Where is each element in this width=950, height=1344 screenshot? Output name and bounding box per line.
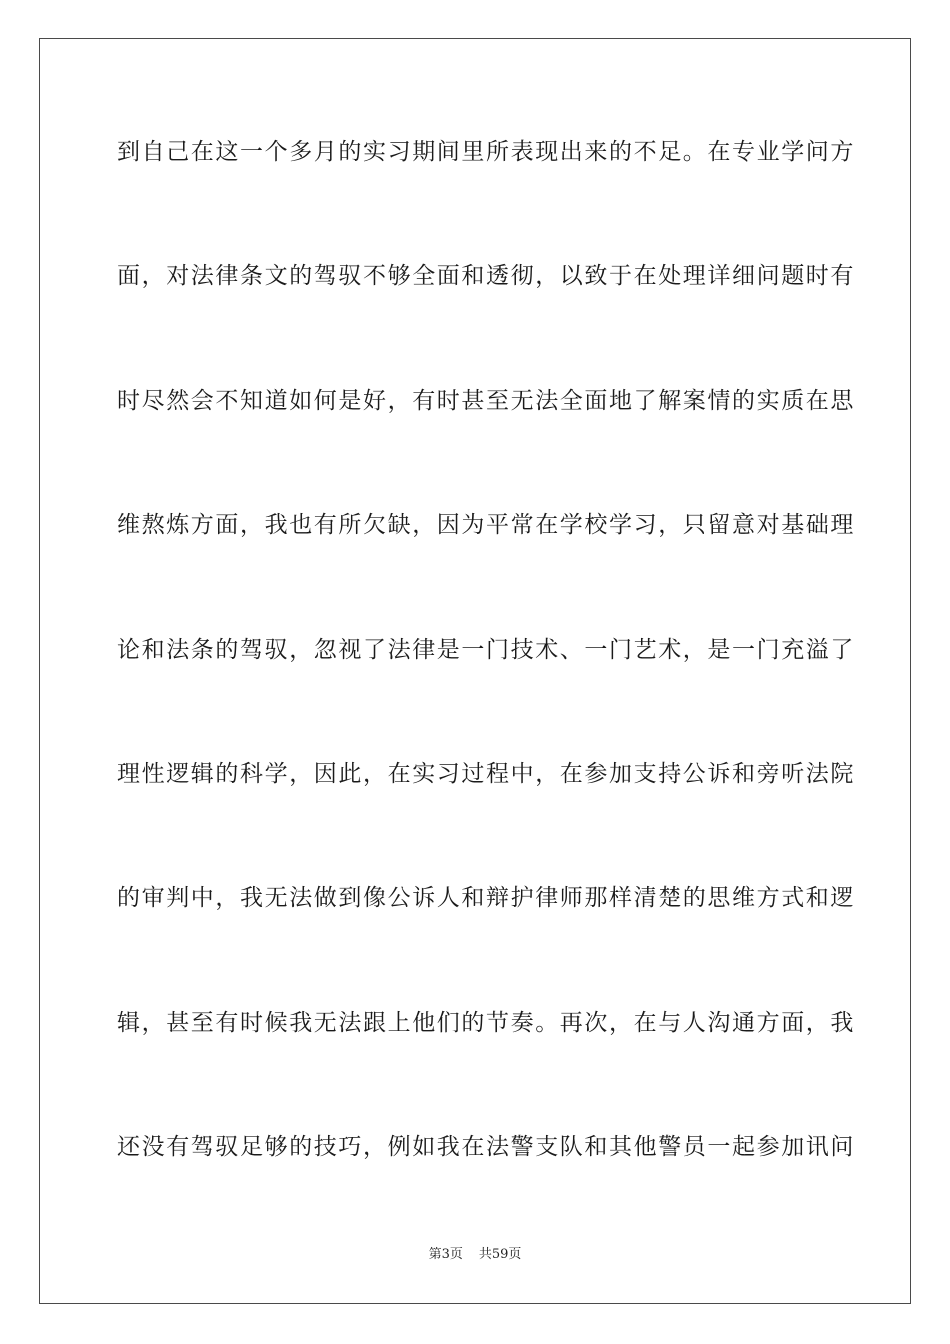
page-number: 第3页 [428, 1247, 463, 1262]
document-body [117, 128, 855, 1248]
text-line: 论和法条的驾驭，忽视了法律是一门技术、一门艺术，是一门充溢了 [117, 636, 855, 663]
text-line: 时尽然会不知道如何是好，有时甚至无法全面地了解案情的实质在思 [117, 387, 855, 414]
text-line: 的审判中，我无法做到像公诉人和辩护律师那样清楚的思维方式和逻 [117, 885, 855, 912]
page-footer [0, 1246, 950, 1264]
text-line: 维熬炼方面，我也有所欠缺，因为平常在学校学习，只留意对基础理 [117, 512, 855, 539]
text-line: 面，对法律条文的驾驭不够全面和透彻，以致于在处理详细问题时有 [117, 263, 855, 290]
text-line: 到自己在这一个多月的实习期间里所表现出来的不足。在专业学问方 [117, 139, 855, 165]
page-total: 共59页 [478, 1247, 522, 1262]
text-line: 辑，甚至有时候我无法跟上他们的节奏。再次，在与人沟通方面，我 [117, 1009, 855, 1036]
text-line: 还没有驾驭足够的技巧，例如我在法警支队和其他警员一起参加讯问 [117, 1134, 855, 1161]
text-line: 理性逻辑的科学，因此，在实习过程中，在参加支持公诉和旁听法院 [117, 760, 855, 787]
